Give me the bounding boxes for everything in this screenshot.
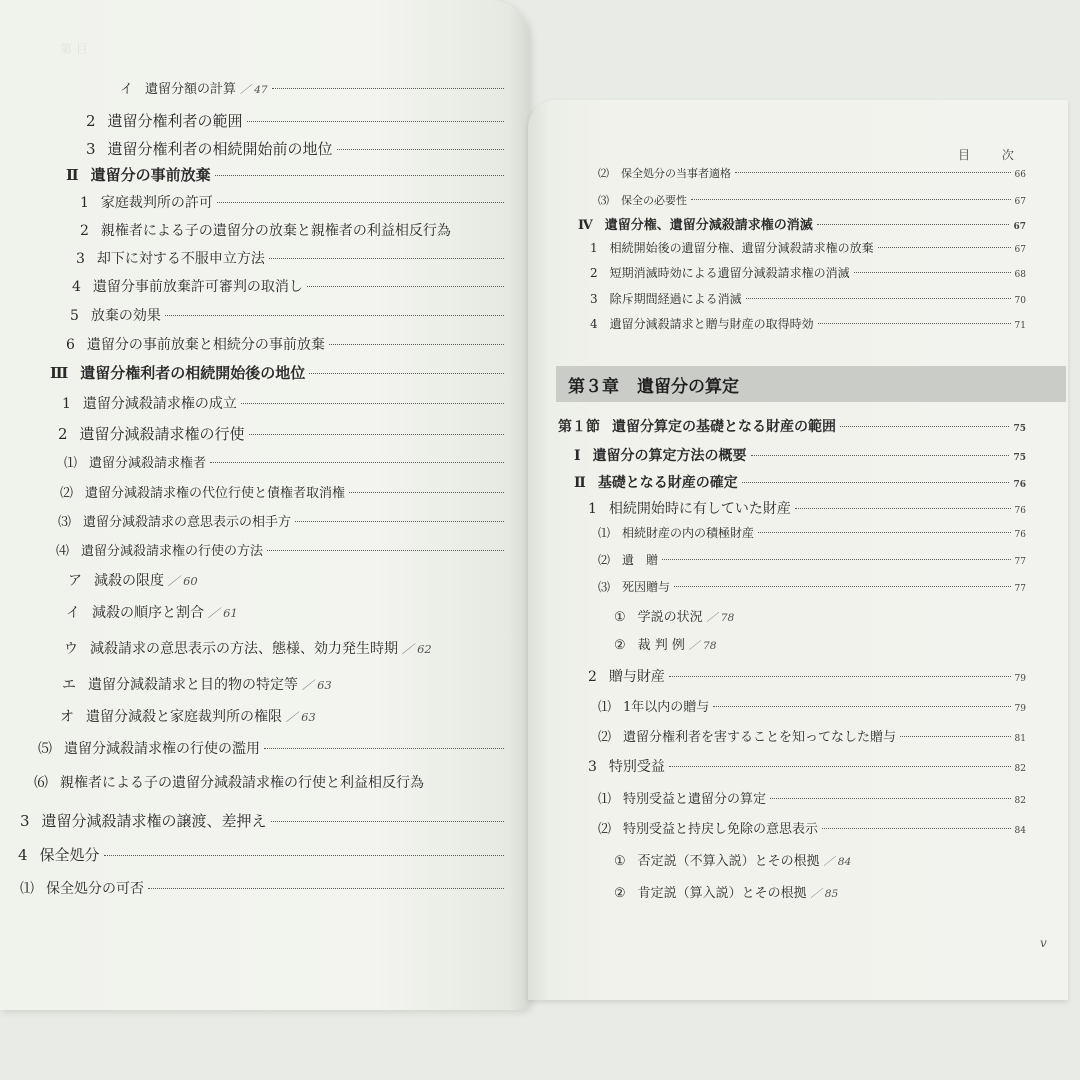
entry-number: 6 xyxy=(66,337,75,353)
entry-number: 1 xyxy=(588,501,597,517)
entry-number: ⑵ xyxy=(598,822,612,837)
entry-number: 2 xyxy=(58,425,68,443)
entry-number: ⑵ xyxy=(598,553,611,567)
entry-title: 親権者による子の遺留分減殺請求権の行使と利益相反行為 xyxy=(60,775,424,791)
left-toc-entry xyxy=(64,638,432,658)
entry-title: 相続財産の内の積極財産 xyxy=(622,526,755,540)
entry-page-number: 77 xyxy=(1014,557,1026,567)
entry-number: ⑴ xyxy=(20,881,34,897)
dot-leader xyxy=(210,462,504,463)
left-toc-entry xyxy=(86,110,508,131)
dot-leader xyxy=(742,482,1010,483)
entry-title: 保全処分 xyxy=(39,846,100,864)
entry-title: 贈与財産 xyxy=(608,669,665,685)
running-header: 目 次 xyxy=(958,148,1028,162)
entry-number: 2 xyxy=(588,669,597,685)
bleed-through-text: 第 目 xyxy=(60,42,88,56)
chapter-label: 第３章 xyxy=(568,376,619,397)
dot-leader xyxy=(165,315,504,316)
entry-page-number: 77 xyxy=(1014,584,1026,594)
dot-leader xyxy=(217,202,504,203)
entry-number: ウ xyxy=(64,641,78,657)
entry-number: 3 xyxy=(590,292,598,306)
entry-number: Ⅱ xyxy=(66,166,79,184)
right-toc-entry xyxy=(614,606,734,625)
entry-page-ref: ／ 78 xyxy=(688,639,717,652)
left-toc-entry xyxy=(72,276,508,296)
entry-page-number: 67 xyxy=(1014,197,1026,207)
entry-page-number: 82 xyxy=(1014,764,1026,774)
entry-number: ⑷ xyxy=(56,544,70,559)
right-toc-entry xyxy=(590,239,1026,256)
right-toc-entry xyxy=(590,315,1026,332)
entry-title: 特別受益と遺留分の算定 xyxy=(623,792,767,807)
entry-number: 3 xyxy=(588,759,597,775)
entry-title: 否定説（不算入説）とその根拠 xyxy=(637,854,820,869)
left-toc-entry xyxy=(60,482,508,501)
entry-title: 相続開始後の遺留分権、遺留分減殺請求権の放棄 xyxy=(609,241,874,255)
right-toc-entry xyxy=(614,850,851,869)
entry-page-number: 82 xyxy=(1014,796,1026,806)
entry-number: Ⅰ xyxy=(574,448,581,464)
dot-leader xyxy=(674,586,1011,587)
entry-number: ⑵ xyxy=(598,167,609,180)
entry-number: ⑵ xyxy=(598,730,612,745)
dot-leader xyxy=(104,855,504,856)
entry-title: 遺留分権利者の相続開始前の地位 xyxy=(107,140,333,158)
left-toc-entry xyxy=(64,452,508,471)
dot-leader xyxy=(247,121,504,122)
chapter-title: 遺留分の算定 xyxy=(637,376,739,397)
entry-title: 遺留分減殺請求権の行使 xyxy=(79,425,245,443)
entry-page-number: 84 xyxy=(1014,826,1026,836)
entry-title: 遺留分減殺請求権の成立 xyxy=(82,396,237,412)
left-page xyxy=(0,0,530,1010)
left-toc-entry xyxy=(76,248,508,268)
entry-page-number: 67 xyxy=(1014,245,1026,255)
entry-page-ref: ／ 85 xyxy=(810,887,839,900)
dot-leader xyxy=(691,199,1011,200)
right-toc-entry xyxy=(598,524,1026,541)
left-toc-entry xyxy=(62,393,508,413)
entry-page-number: 76 xyxy=(1013,480,1026,490)
entry-title: 遺留分減殺請求権の譲渡、差押え xyxy=(41,812,267,830)
right-toc-entry xyxy=(614,634,717,653)
entry-number: ⑶ xyxy=(598,194,609,207)
entry-page-ref: ／ 47 xyxy=(240,83,268,96)
entry-number: ① xyxy=(614,610,626,625)
entry-number: 2 xyxy=(80,223,89,239)
entry-title: 基礎となる財産の確定 xyxy=(597,475,738,491)
entry-title: 遺留分減殺請求と贈与財産の取得時効 xyxy=(609,317,814,331)
entry-title: 遺留分減殺請求と目的物の特定等 xyxy=(88,677,298,693)
right-toc-entry xyxy=(588,666,1026,686)
dot-leader xyxy=(751,455,1010,456)
entry-number: 3 xyxy=(20,812,30,830)
left-toc-entry xyxy=(20,810,508,831)
dot-leader xyxy=(900,736,1011,737)
entry-page-ref: ／ 61 xyxy=(208,606,238,620)
entry-page-ref: ／ 78 xyxy=(706,611,735,624)
entry-number: エ xyxy=(62,677,76,693)
dot-leader xyxy=(770,798,1011,799)
entry-number: ② xyxy=(614,886,626,901)
entry-title: 保全の必要性 xyxy=(621,194,687,207)
entry-title: 遺留分減殺と家庭裁判所の権限 xyxy=(86,709,282,725)
entry-number: Ⅲ xyxy=(50,364,69,382)
right-toc-entry xyxy=(598,818,1026,837)
entry-title: 遺留分の算定方法の概要 xyxy=(592,448,747,464)
entry-number: 2 xyxy=(86,112,96,130)
right-toc-entry xyxy=(558,416,1026,436)
entry-number: 1 xyxy=(80,195,89,211)
entry-title: 遺留分権利者の相続開始後の地位 xyxy=(80,364,306,382)
right-toc-entry xyxy=(588,756,1026,776)
dot-leader xyxy=(817,224,1010,225)
entry-page-number: 79 xyxy=(1014,674,1026,684)
entry-title: 裁 判 例 xyxy=(637,638,685,653)
entry-title: 除斥期間経過による消滅 xyxy=(609,292,742,306)
right-toc-entry xyxy=(614,882,838,901)
entry-number: 4 xyxy=(72,279,81,295)
entry-title: 却下に対する不服申立方法 xyxy=(96,251,265,267)
entry-page-number: 75 xyxy=(1013,453,1026,463)
right-page xyxy=(528,100,1068,1000)
entry-title: 死因贈与 xyxy=(622,580,671,594)
dot-leader xyxy=(746,298,1011,299)
page-folio: v xyxy=(1040,936,1047,950)
dot-leader xyxy=(735,172,1011,173)
dot-leader xyxy=(822,828,1011,829)
right-toc-entry xyxy=(598,192,1026,208)
right-toc-entry xyxy=(578,214,1026,233)
entry-page-ref: ／ 84 xyxy=(823,855,852,868)
entry-title: 遺留分権利者の範囲 xyxy=(107,112,243,130)
dot-leader xyxy=(249,434,504,435)
entry-number: ⑴ xyxy=(598,700,612,715)
entry-page-number: 75 xyxy=(1013,424,1026,434)
entry-title: 遺 贈 xyxy=(622,553,659,567)
entry-number: ⑴ xyxy=(64,456,78,471)
dot-leader xyxy=(307,286,504,287)
entry-number: ⑶ xyxy=(58,515,72,530)
entry-page-ref: ／ 62 xyxy=(402,642,432,656)
left-toc-entry xyxy=(34,772,424,792)
entry-title: 遺留分権、遺留分減殺請求権の消滅 xyxy=(604,218,813,233)
entry-number: 1 xyxy=(590,241,598,255)
entry-title: 遺留分額の計算 xyxy=(145,82,237,97)
entry-title: 遺留分算定の基礎となる財産の範囲 xyxy=(612,419,836,435)
chapter-heading xyxy=(556,366,1066,402)
entry-title: 1年以内の贈与 xyxy=(623,700,710,715)
left-toc-entry xyxy=(70,305,508,325)
dot-leader xyxy=(669,676,1011,677)
right-toc-entry xyxy=(598,696,1026,715)
left-toc-entry xyxy=(20,878,508,898)
entry-title: 減殺の順序と割合 xyxy=(92,605,204,621)
right-toc-entry xyxy=(574,445,1026,465)
left-toc-entry xyxy=(62,674,332,694)
left-toc-entry xyxy=(68,570,198,590)
dot-leader xyxy=(662,559,1011,560)
entry-title: 減殺の限度 xyxy=(94,573,164,589)
left-toc-entry xyxy=(66,334,508,354)
entry-page-number: 68 xyxy=(1014,270,1026,280)
entry-page-ref: ／ 63 xyxy=(302,678,332,692)
right-toc-entry xyxy=(598,551,1026,568)
entry-page-number: 81 xyxy=(1014,734,1026,744)
entry-title: 学説の状況 xyxy=(637,610,703,625)
entry-title: 遺留分減殺請求権の行使の濫用 xyxy=(64,741,260,757)
entry-number: ② xyxy=(614,638,626,653)
entry-number: ⑴ xyxy=(598,792,612,807)
entry-title: 保全処分の可否 xyxy=(46,881,144,897)
entry-number: ア xyxy=(68,573,82,589)
entry-page-number: 70 xyxy=(1014,296,1026,306)
entry-number: 1 xyxy=(62,396,71,412)
entry-page-number: 67 xyxy=(1013,222,1026,232)
left-toc-entry xyxy=(56,540,508,559)
entry-number: イ xyxy=(66,605,80,621)
entry-number: ⑶ xyxy=(598,580,611,594)
left-toc-entry xyxy=(58,423,508,444)
left-toc-entry xyxy=(66,602,238,622)
right-toc-entry xyxy=(590,264,1026,281)
dot-leader xyxy=(337,149,504,150)
left-toc-entry xyxy=(18,844,508,865)
entry-title: 減殺請求の意思表示の方法、態様、効力発生時期 xyxy=(90,641,398,657)
dot-leader xyxy=(818,323,1011,324)
dot-leader xyxy=(758,532,1011,533)
left-toc-entry xyxy=(66,164,508,185)
dot-leader xyxy=(840,426,1009,427)
entry-number: ① xyxy=(614,854,626,869)
dot-leader xyxy=(795,508,1011,509)
entry-title: 遺留分減殺請求の意思表示の相手方 xyxy=(83,515,292,530)
entry-title: 遺留分減殺請求権の代位行使と債権者取消権 xyxy=(85,486,346,501)
entry-page-number: 76 xyxy=(1014,530,1026,540)
right-toc-entry xyxy=(598,165,1026,181)
dot-leader xyxy=(272,88,504,89)
dot-leader xyxy=(878,247,1011,248)
entry-title: 遺留分の事前放棄と相続分の事前放棄 xyxy=(86,337,325,353)
dot-leader xyxy=(349,492,504,493)
entry-title: 肯定説（算入説）とその根拠 xyxy=(637,886,807,901)
entry-title: 保全処分の当事者適格 xyxy=(621,167,731,180)
entry-number: ⑵ xyxy=(60,486,74,501)
dot-leader xyxy=(854,272,1011,273)
right-toc-entry xyxy=(588,498,1026,518)
left-toc-entry xyxy=(86,138,508,159)
entry-title: 家庭裁判所の許可 xyxy=(100,195,213,211)
entry-title: 親権者による子の遺留分の放棄と親権者の利益相反行為 xyxy=(100,223,451,239)
dot-leader xyxy=(329,344,504,345)
right-toc-entry xyxy=(598,788,1026,807)
entry-number: 5 xyxy=(70,308,79,324)
entry-page-number: 76 xyxy=(1014,506,1026,516)
dot-leader xyxy=(271,821,504,822)
entry-number: 3 xyxy=(86,140,96,158)
right-toc-entry xyxy=(598,726,1026,745)
right-toc-entry xyxy=(590,290,1026,307)
entry-page-ref: ／ 60 xyxy=(168,574,198,588)
entry-title: 特別受益 xyxy=(608,759,665,775)
left-toc-entry xyxy=(80,220,451,240)
entry-page-number: 71 xyxy=(1014,321,1026,331)
entry-title: 短期消滅時効による遺留分減殺請求権の消滅 xyxy=(609,266,850,280)
dot-leader xyxy=(713,706,1010,707)
left-toc-entry xyxy=(60,706,316,726)
entry-page-ref: ／ 63 xyxy=(286,710,316,724)
dot-leader xyxy=(309,373,504,374)
entry-number: Ⅱ xyxy=(574,475,586,491)
entry-number: ⑴ xyxy=(598,526,611,540)
entry-title: 遺留分権利者を害することを知ってなした贈与 xyxy=(623,730,897,745)
entry-number: オ xyxy=(60,709,74,725)
entry-number: イ xyxy=(120,82,134,97)
right-toc-entry xyxy=(574,472,1026,492)
entry-number: 第１節 xyxy=(558,419,600,435)
dot-leader xyxy=(148,888,504,889)
dot-leader xyxy=(215,175,504,176)
left-toc-entry xyxy=(38,738,508,758)
entry-title: 遺留分減殺請求権者 xyxy=(89,456,207,471)
dot-leader xyxy=(269,258,504,259)
entry-title: 放棄の効果 xyxy=(90,308,161,324)
entry-number: 2 xyxy=(590,266,598,280)
left-toc-entry xyxy=(80,192,508,212)
entry-title: 遺留分事前放棄許可審判の取消し xyxy=(92,279,303,295)
entry-number: 3 xyxy=(76,251,85,267)
entry-number: 4 xyxy=(590,317,598,331)
dot-leader xyxy=(267,550,504,551)
entry-title: 相続開始時に有していた財産 xyxy=(608,501,791,517)
entry-page-number: 66 xyxy=(1014,170,1026,180)
entry-number: ⑹ xyxy=(34,775,48,791)
entry-number: ⑸ xyxy=(38,741,52,757)
entry-title: 遺留分の事前放棄 xyxy=(90,166,211,184)
left-toc-entry xyxy=(50,362,508,383)
entry-title: 遺留分減殺請求権の行使の方法 xyxy=(81,544,264,559)
right-toc-entry xyxy=(598,578,1026,595)
dot-leader xyxy=(295,521,504,522)
entry-title: 特別受益と持戻し免除の意思表示 xyxy=(623,822,819,837)
entry-number: 4 xyxy=(18,846,28,864)
dot-leader xyxy=(264,748,504,749)
entry-page-number: 79 xyxy=(1014,704,1026,714)
left-toc-entry xyxy=(58,511,508,530)
dot-leader xyxy=(241,403,504,404)
dot-leader xyxy=(669,766,1011,767)
entry-number: Ⅳ xyxy=(578,218,593,233)
left-toc-entry xyxy=(120,78,508,97)
